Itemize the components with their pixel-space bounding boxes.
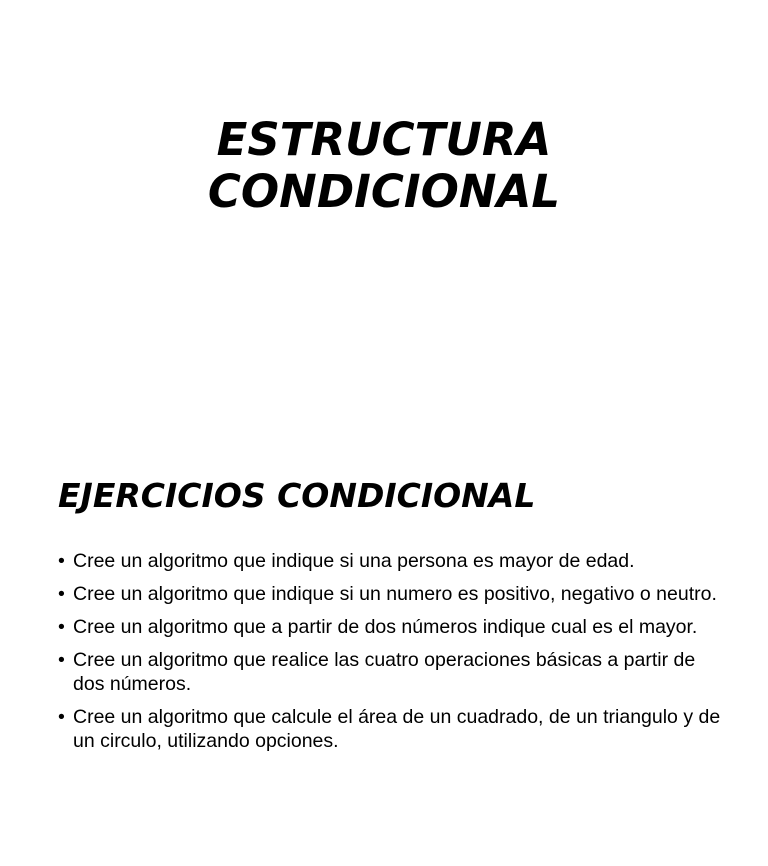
page-title: [0, 114, 768, 218]
list-item-text: Cree un algoritmo que realice las cuatro operaciones básicas a partir de dos números.: [73, 649, 696, 695]
section-heading: EJERCICIOS CONDICIONAL: [58, 476, 536, 515]
list-item: [58, 615, 728, 639]
exercise-list: [58, 549, 728, 762]
list-item-text: Cree un algoritmo que calcule el área de un cuadrado, de un triangulo y de un circulo, utilizando opciones.: [73, 706, 721, 752]
bullet-icon: •: [58, 616, 65, 638]
page-title-line-2: CONDICIONAL: [207, 165, 561, 218]
list-item: [58, 648, 728, 696]
list-item-text: Cree un algoritmo que a partir de dos números indique cual es el mayor.: [73, 616, 698, 638]
list-item: [58, 705, 728, 753]
page-title-line-1: ESTRUCTURA: [216, 113, 552, 166]
bullet-icon: •: [58, 706, 65, 728]
list-item: [58, 582, 728, 606]
list-item-text: Cree un algoritmo que indique si una persona es mayor de edad.: [73, 550, 635, 572]
bullet-icon: •: [58, 550, 65, 572]
list-item-text: Cree un algoritmo que indique si un numero es positivo, negativo o neutro.: [73, 583, 717, 605]
bullet-icon: •: [58, 583, 65, 605]
list-item: [58, 549, 728, 573]
bullet-icon: •: [58, 649, 65, 671]
